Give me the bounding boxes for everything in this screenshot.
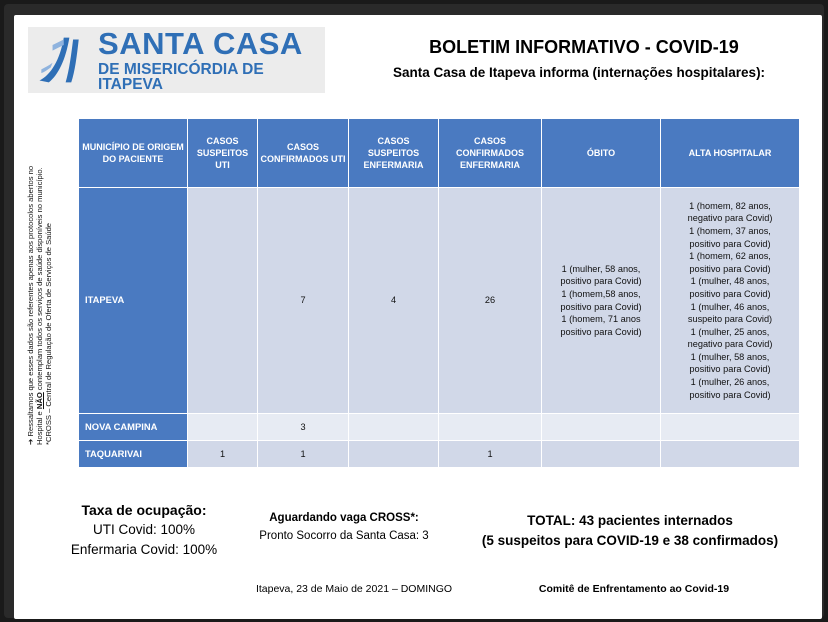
hospital-logo-icon [32, 31, 88, 89]
cell-suspeitos-enfermaria [349, 441, 439, 468]
header-municipio: MUNICÍPIO DE ORIGEM DO PACIENTE [79, 119, 188, 188]
obito-line: 1 (homem, 71 anos [561, 314, 641, 325]
cell-confirmados-enfermaria: 1 [439, 441, 542, 468]
alta-line: suspeito para Covid) [687, 314, 773, 325]
table-row [79, 188, 800, 414]
santa-casa-logo [28, 27, 325, 93]
logo-subtitle: DE MISERICÓRDIA DE ITAPEVA [98, 60, 264, 93]
alta-line: 1 (mulher, 25 anos, [690, 326, 770, 337]
alta-line: positivo para Covid) [689, 364, 771, 375]
cell-suspeitos-enfermaria: 4 [349, 188, 439, 414]
table-row [79, 441, 800, 468]
cell-suspeitos-uti: 1 [188, 441, 258, 468]
cell-suspeitos-uti [188, 414, 258, 441]
cell-suspeitos-enfermaria [349, 414, 439, 441]
cell-municipio: TAQUARIVAI [79, 441, 188, 468]
cell-municipio: NOVA CAMPINA [79, 414, 188, 441]
cell-confirmados-enfermaria [439, 414, 542, 441]
side-note-line-2-pre: Hospital e [35, 409, 45, 445]
cell-obito [542, 188, 661, 414]
cell-alta [661, 188, 800, 414]
occupancy-title: Taxa de ocupação: [81, 502, 207, 518]
header-alta: ALTA HOSPITALAR [661, 119, 800, 188]
cases-table [78, 118, 800, 468]
footer-comite: Comitê de Enfrentamento ao Covid-19 [538, 583, 730, 595]
occupancy-enfermaria: Enfermaria Covid: 100% [70, 542, 218, 557]
header-confirmados-uti: CASOS CONFIRMADOS UTI [258, 119, 349, 188]
bulletin-title: BOLETIM INFORMATIVO - COVID-19 [429, 37, 739, 57]
side-note-line-3: *CROSS – Central de Regulação de Oferta de Serviços de Saúde [44, 222, 54, 445]
header-confirmados-enfermaria: CASOS CONFIRMADOS ENFERMARIA [439, 119, 542, 188]
cross-waiting [244, 509, 444, 545]
alta-line: positivo para Covid) [689, 263, 771, 274]
cell-confirmados-enfermaria: 26 [439, 188, 542, 414]
alta-line: negativo para Covid) [687, 339, 773, 350]
cell-municipio: ITAPEVA [79, 188, 188, 414]
header-suspeitos-uti: CASOS SUSPEITOS UTI [188, 119, 258, 188]
side-note-line-2-post: contemplam todos os serviços de saúde disponíveis no município. [35, 167, 45, 393]
cross-title: Aguardando vaga CROSS*: [269, 512, 419, 524]
cell-alta [661, 414, 800, 441]
alta-line: positivo para Covid) [689, 238, 771, 249]
table-header-row [79, 119, 800, 188]
side-note [26, 125, 54, 445]
side-note-emphasis: NÃO [35, 392, 45, 410]
alta-line: 1 (homem, 37 anos, [689, 225, 771, 236]
obito-line: 1 (homem,58 anos, [561, 288, 641, 299]
cross-value: Pronto Socorro da Santa Casa: 3 [259, 530, 429, 542]
cell-obito [542, 414, 661, 441]
bulletin-card [14, 15, 822, 619]
obito-line: positivo para Covid) [560, 301, 642, 312]
alta-line: positivo para Covid) [689, 288, 771, 299]
alta-line: positivo para Covid) [689, 389, 771, 400]
footer-date: Itapeva, 23 de Maio de 2021 – DOMINGO [255, 583, 453, 595]
header-obito: ÓBITO [542, 119, 661, 188]
header-suspeitos-enfermaria: CASOS SUSPEITOS ENFERMARIA [349, 119, 439, 188]
alta-line: 1 (mulher, 26 anos, [690, 377, 770, 388]
total-line-1: TOTAL: 43 pacientes internados [527, 513, 733, 528]
alta-line: 1 (mulher, 58 anos, [690, 351, 770, 362]
logo-title: SANTA CASA [98, 25, 303, 61]
cell-confirmados-uti: 7 [258, 188, 349, 414]
alta-line: 1 (mulher, 48 anos, [690, 276, 770, 287]
side-note-line-1: ➔ Ressaltamos que esses dados são referentes apenas aos protocolos abertos no [26, 165, 35, 445]
total-summary [469, 511, 791, 551]
alta-line: 1 (mulher, 46 anos, [690, 301, 770, 312]
alta-line: 1 (homem, 62 anos, [689, 251, 771, 262]
outer-frame [4, 4, 824, 618]
occupancy-rate [44, 500, 244, 560]
cell-alta [661, 441, 800, 468]
cell-confirmados-uti: 3 [258, 414, 349, 441]
side-note-line-2 [35, 125, 44, 445]
table-row [79, 414, 800, 441]
occupancy-uti: UTI Covid: 100% [92, 522, 196, 537]
cell-confirmados-uti: 1 [258, 441, 349, 468]
obito-line: 1 (mulher, 58 anos, [561, 263, 641, 274]
obito-line: positivo para Covid) [560, 326, 642, 337]
cell-suspeitos-uti [188, 188, 258, 414]
alta-line: negativo para Covid) [687, 213, 773, 224]
total-line-2: (5 suspeitos para COVID-19 e 38 confirmados) [481, 533, 779, 548]
alta-line: 1 (homem, 82 anos, [689, 200, 771, 211]
bulletin-subtitle: Santa Casa de Itapeva informa (internações hospitalares): [392, 65, 766, 80]
obito-line: positivo para Covid) [560, 276, 642, 287]
cell-obito [542, 441, 661, 468]
